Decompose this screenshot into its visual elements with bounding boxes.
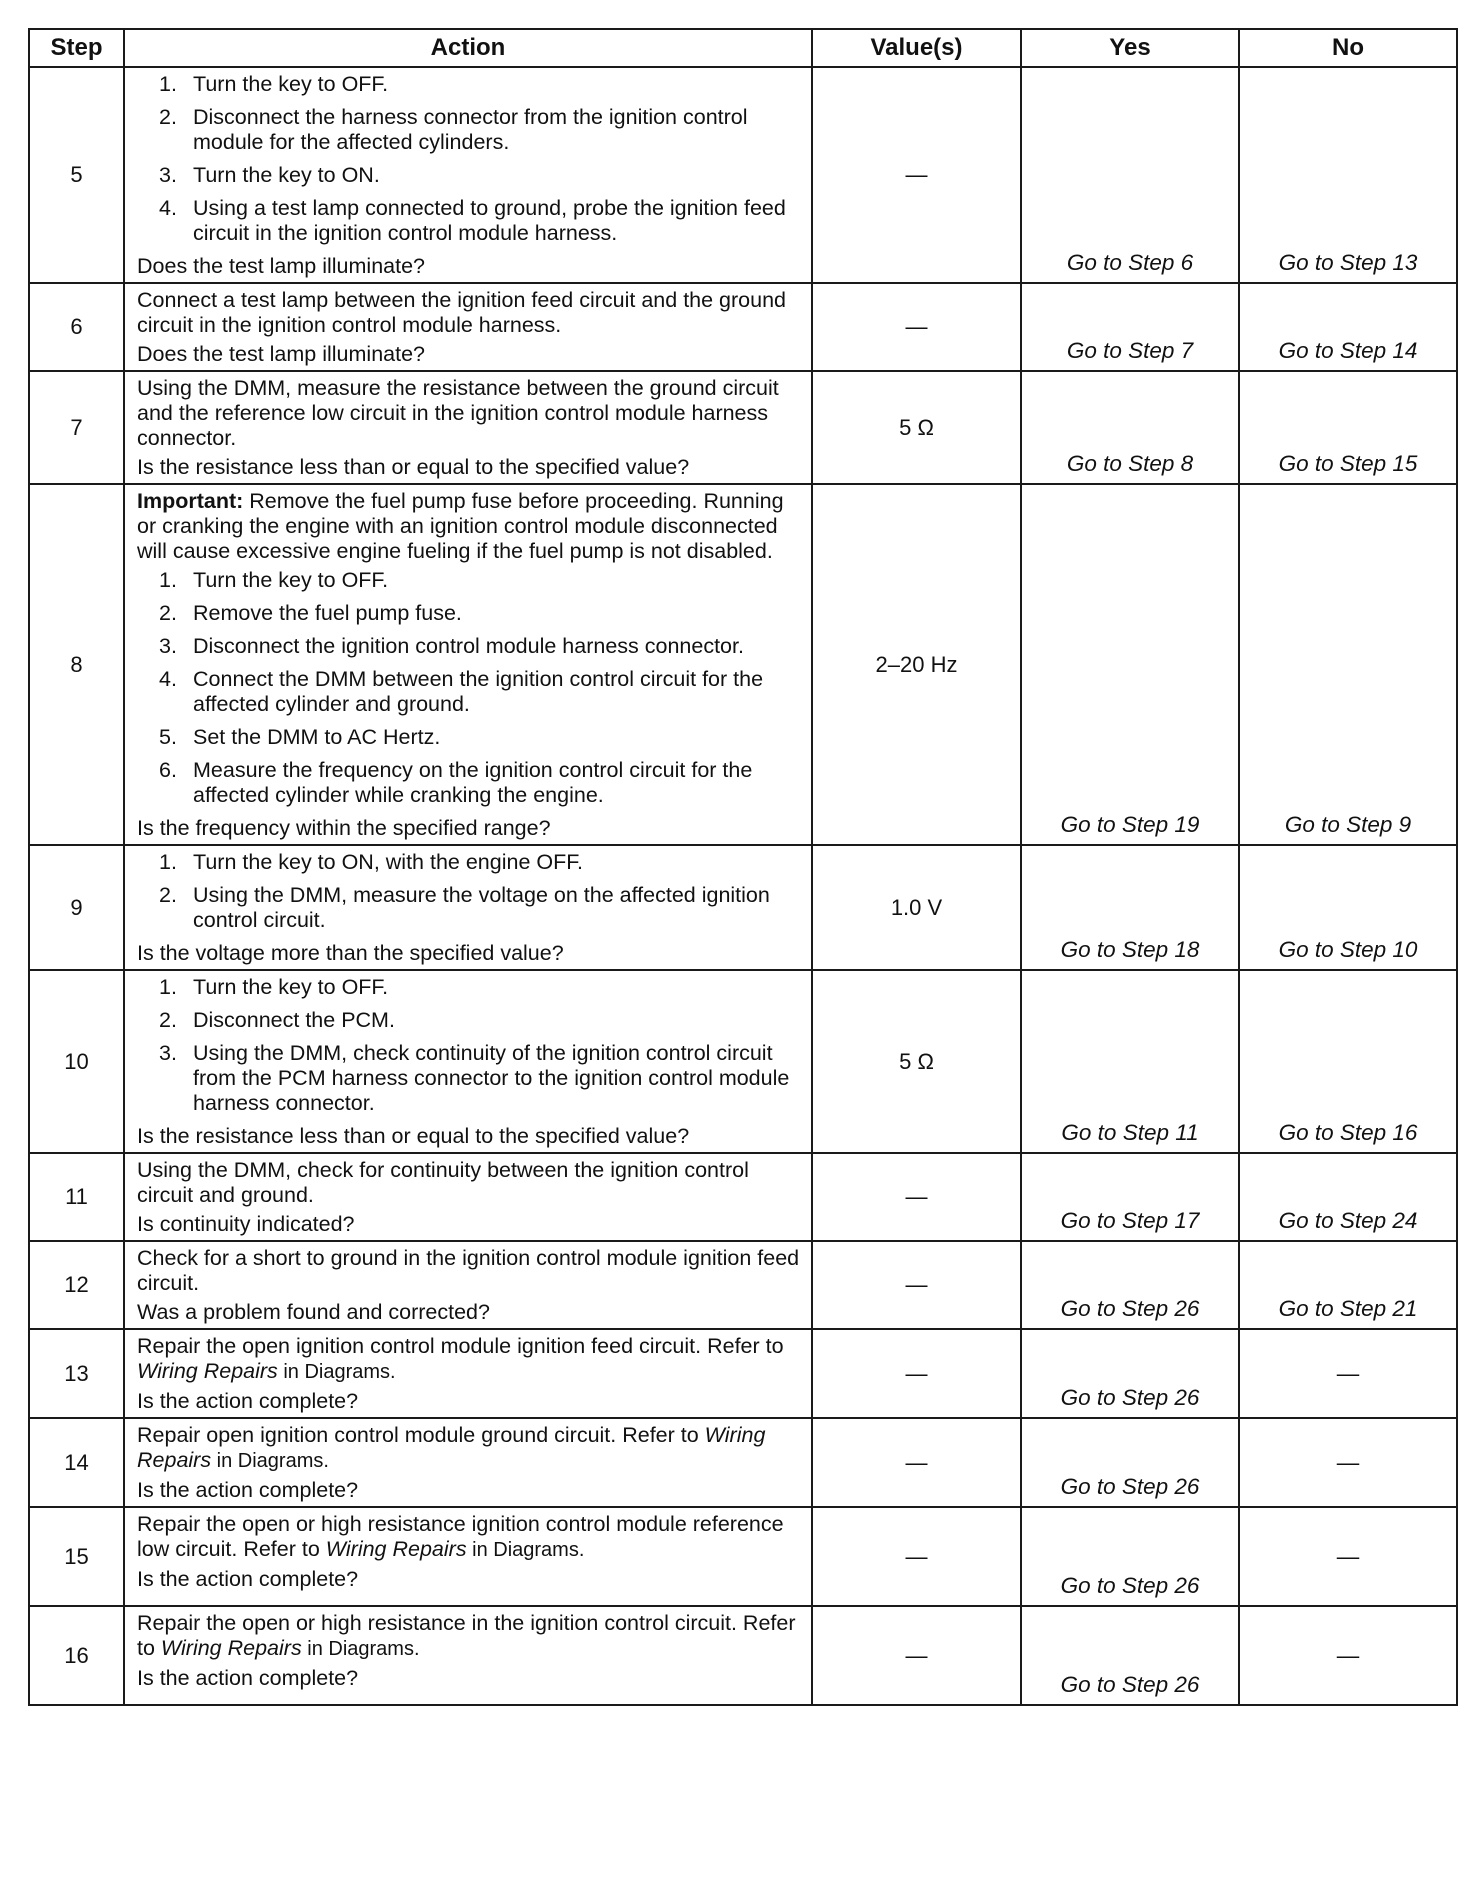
list-item-text: Remove the fuel pump fuse. (193, 601, 462, 625)
action-cell (124, 1329, 812, 1418)
table-body (29, 67, 1457, 1705)
list-item (137, 1008, 803, 1033)
value-cell: 5 Ω (812, 371, 1021, 484)
yes-goto: Go to Step 26 (1021, 1418, 1239, 1507)
important-text: Remove the fuel pump fuse before proceeding. Running or cranking the engine with an ignition control module disconnected will cause excessive engine fueling if the fuel pump is not disabled. (137, 489, 784, 563)
action-steps-list (137, 568, 803, 808)
col-values-header: Value(s) (812, 29, 1021, 67)
repair-instruction (137, 1512, 803, 1563)
action-text: Check for a short to ground in the ignition control module ignition feed circuit. (137, 1246, 800, 1295)
no-goto: Go to Step 15 (1239, 371, 1457, 484)
list-item-text: Measure the frequency on the ignition control circuit for the affected cylinder while cranking the engine. (193, 758, 753, 807)
step-number: 11 (29, 1153, 124, 1241)
table-row (29, 1329, 1457, 1418)
value-cell: — (812, 1418, 1021, 1507)
list-item (137, 758, 803, 808)
list-item (137, 667, 803, 717)
list-item-text: Turn the key to OFF. (193, 568, 389, 592)
important-note (137, 489, 803, 564)
no-goto: Go to Step 16 (1239, 970, 1457, 1153)
repair-text: Repair the open ignition control module ignition feed circuit. Refer to (137, 1334, 784, 1358)
repair-instruction (137, 1611, 803, 1662)
list-item-text: Disconnect the harness connector from the ignition control module for the affected cylinders. (193, 105, 748, 154)
list-item-text: Turn the key to OFF. (193, 72, 389, 96)
list-item-number: 4. (159, 196, 177, 220)
list-item (137, 1041, 803, 1116)
value-cell: — (812, 1507, 1021, 1606)
important-label: Important: (137, 489, 244, 513)
col-action-header: Action (124, 29, 812, 67)
action-question: Does the test lamp illuminate? (137, 342, 426, 366)
value-cell: 2–20 Hz (812, 484, 1021, 845)
list-item-text: Using the DMM, check continuity of the ignition control circuit from the PCM harness connector to the ignition control module harness connector. (193, 1041, 790, 1115)
wiring-repairs-reference: Wiring Repairs (137, 1359, 278, 1383)
action-text: Using the DMM, check for continuity between the ignition control circuit and ground. (137, 1158, 749, 1207)
action-question: Is the voltage more than the specified value? (137, 941, 564, 965)
action-cell (124, 970, 812, 1153)
step-number: 12 (29, 1241, 124, 1329)
action-text: Using the DMM, measure the resistance between the ground circuit and the reference low circuit in the ignition control module harness connector. (137, 376, 779, 450)
step-number: 16 (29, 1606, 124, 1705)
col-step-header: Step (29, 29, 124, 67)
yes-goto: Go to Step 19 (1021, 484, 1239, 845)
list-item (137, 163, 803, 188)
no-goto: Go to Step 21 (1239, 1241, 1457, 1329)
action-steps-list (137, 850, 803, 933)
list-item-number: 4. (159, 667, 177, 691)
table-row (29, 283, 1457, 371)
list-item (137, 105, 803, 155)
list-item-number: 1. (159, 850, 177, 874)
yes-goto: Go to Step 7 (1021, 283, 1239, 371)
action-question: Does the test lamp illuminate? (137, 254, 426, 278)
list-item-text: Turn the key to OFF. (193, 975, 389, 999)
col-no-header: No (1239, 29, 1457, 67)
repair-text-suffix: in Diagrams. (466, 1539, 585, 1561)
list-item-text: Turn the key to ON. (193, 163, 380, 187)
yes-goto: Go to Step 11 (1021, 970, 1239, 1153)
step-number: 9 (29, 845, 124, 970)
action-cell (124, 845, 812, 970)
list-item-number: 2. (159, 601, 177, 625)
repair-text-suffix: in Diagrams. (301, 1638, 420, 1660)
value-cell: — (812, 1153, 1021, 1241)
action-question: Was a problem found and corrected? (137, 1300, 490, 1324)
action-question: Is the action complete? (137, 1389, 359, 1413)
action-question: Is the frequency within the specified range? (137, 816, 551, 840)
list-item-number: 2. (159, 883, 177, 907)
value-cell: — (812, 283, 1021, 371)
yes-goto: Go to Step 26 (1021, 1606, 1239, 1705)
list-item-number: 2. (159, 1008, 177, 1032)
no-goto: — (1239, 1606, 1457, 1705)
step-number: 8 (29, 484, 124, 845)
list-item-number: 5. (159, 725, 177, 749)
list-item (137, 72, 803, 97)
list-item (137, 196, 803, 246)
action-cell (124, 1153, 812, 1241)
step-number: 7 (29, 371, 124, 484)
table-row (29, 371, 1457, 484)
step-number: 6 (29, 283, 124, 371)
no-goto: Go to Step 9 (1239, 484, 1457, 845)
action-text: Connect a test lamp between the ignition feed circuit and the ground circuit in the ignition control module harness. (137, 288, 786, 337)
step-number: 5 (29, 67, 124, 283)
list-item (137, 975, 803, 1000)
list-item (137, 634, 803, 659)
yes-goto: Go to Step 8 (1021, 371, 1239, 484)
table-row (29, 1507, 1457, 1606)
action-cell (124, 484, 812, 845)
repair-text-suffix: in Diagrams. (211, 1450, 329, 1472)
action-cell (124, 1507, 812, 1606)
value-cell: — (812, 1329, 1021, 1418)
action-question: Is the resistance less than or equal to the specified value? (137, 455, 690, 479)
list-item-text: Set the DMM to AC Hertz. (193, 725, 441, 749)
action-cell (124, 1241, 812, 1329)
list-item-text: Disconnect the PCM. (193, 1008, 395, 1032)
table-row (29, 67, 1457, 283)
table-row (29, 1153, 1457, 1241)
action-cell (124, 283, 812, 371)
list-item (137, 883, 803, 933)
list-item-number: 1. (159, 72, 177, 96)
repair-instruction (137, 1423, 803, 1474)
list-item-text: Disconnect the ignition control module harness connector. (193, 634, 744, 658)
step-number: 15 (29, 1507, 124, 1606)
yes-goto: Go to Step 26 (1021, 1329, 1239, 1418)
repair-text-suffix: in Diagrams. (277, 1361, 396, 1383)
list-item-number: 1. (159, 568, 177, 592)
header-row (29, 29, 1457, 67)
action-question: Is continuity indicated? (137, 1212, 355, 1236)
wiring-repairs-reference: Wiring Repairs (160, 1636, 302, 1660)
value-cell: 1.0 V (812, 845, 1021, 970)
repair-text: Repair the open or high resistance ignition control module reference low circuit. Refer to (137, 1512, 784, 1561)
no-goto: — (1239, 1329, 1457, 1418)
table-row (29, 970, 1457, 1153)
no-goto: — (1239, 1507, 1457, 1606)
wiring-repairs-reference: Wiring Repairs (137, 1423, 766, 1472)
yes-goto: Go to Step 18 (1021, 845, 1239, 970)
yes-goto: Go to Step 26 (1021, 1241, 1239, 1329)
action-cell (124, 67, 812, 283)
list-item-number: 2. (159, 105, 177, 129)
list-item (137, 725, 803, 750)
repair-instruction (137, 1334, 803, 1385)
action-question: Is the resistance less than or equal to the specified value? (137, 1124, 690, 1148)
repair-text: Repair the open or high resistance in the ignition control circuit. Refer to (137, 1611, 796, 1660)
table-row (29, 845, 1457, 970)
yes-goto: Go to Step 6 (1021, 67, 1239, 283)
action-steps-list (137, 975, 803, 1116)
table-row (29, 484, 1457, 845)
yes-goto: Go to Step 17 (1021, 1153, 1239, 1241)
list-item-text: Using a test lamp connected to ground, probe the ignition feed circuit in the ignition control module harness. (193, 196, 786, 245)
no-goto: Go to Step 13 (1239, 67, 1457, 283)
table-row (29, 1606, 1457, 1705)
list-item (137, 568, 803, 593)
wiring-repairs-reference: Wiring Repairs (325, 1537, 467, 1561)
yes-goto: Go to Step 26 (1021, 1507, 1239, 1606)
list-item (137, 850, 803, 875)
action-question: Is the action complete? (137, 1567, 359, 1591)
step-number: 13 (29, 1329, 124, 1418)
col-yes-header: Yes (1021, 29, 1239, 67)
list-item-number: 6. (159, 758, 177, 782)
repair-text: Repair open ignition control module ground circuit. Refer to (137, 1423, 705, 1447)
table-row (29, 1241, 1457, 1329)
list-item-number: 1. (159, 975, 177, 999)
step-number: 14 (29, 1418, 124, 1507)
action-steps-list (137, 72, 803, 246)
table-row (29, 1418, 1457, 1507)
action-question: Is the action complete? (137, 1666, 359, 1690)
list-item-text: Turn the key to ON, with the engine OFF. (193, 850, 583, 874)
value-cell: 5 Ω (812, 970, 1021, 1153)
action-question: Is the action complete? (137, 1478, 359, 1502)
no-goto: Go to Step 14 (1239, 283, 1457, 371)
diagnostic-table (28, 28, 1458, 1706)
list-item-number: 3. (159, 1041, 177, 1065)
value-cell: — (812, 1606, 1021, 1705)
action-cell (124, 1418, 812, 1507)
no-goto: Go to Step 10 (1239, 845, 1457, 970)
step-number: 10 (29, 970, 124, 1153)
value-cell: — (812, 67, 1021, 283)
list-item-text: Connect the DMM between the ignition control circuit for the affected cylinder and ground. (193, 667, 764, 716)
value-cell: — (812, 1241, 1021, 1329)
action-cell (124, 371, 812, 484)
no-goto: Go to Step 24 (1239, 1153, 1457, 1241)
action-cell (124, 1606, 812, 1705)
list-item-number: 3. (159, 634, 177, 658)
list-item-number: 3. (159, 163, 177, 187)
list-item-text: Using the DMM, measure the voltage on the affected ignition control circuit. (193, 883, 770, 932)
no-goto: — (1239, 1418, 1457, 1507)
list-item (137, 601, 803, 626)
